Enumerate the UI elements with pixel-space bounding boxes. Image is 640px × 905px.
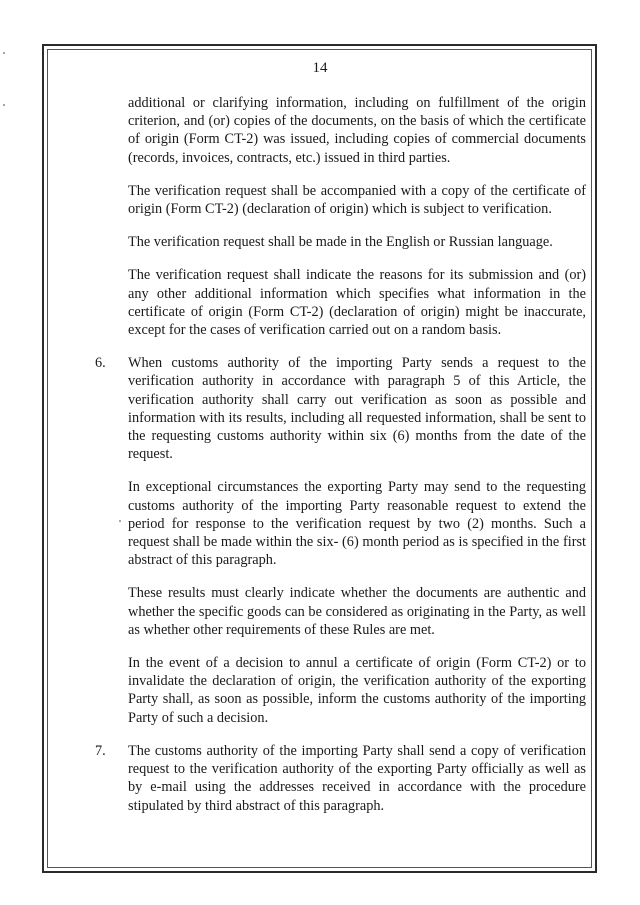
paragraph-text: In the event of a decision to annul a certificate of origin (Form CT-2) or to invalidate the declaration of origin, the verification authority of the exporting Party shall, as soon as possible, inform the customs authority of the importing Party of such a decision. [128,655,586,726]
paragraph-text: The verification request shall indicate the reasons for its submission and (or) any other additional information which specifies what information in the certificate of origin (Form CT-2) (declaration of origin) might be inaccurate, except for the cases of verification carried out on a random basis. [128,267,586,339]
paragraph-text: In exceptional circumstances the exporting Party may send to the requesting customs authority of the importing Party reasonable request to extend the period for response to the verification request by two (2) months. Such a request shall be made within the six- (6) month period as is specified in the first abstract of this paragraph. [128,479,586,569]
paragraph-number: 7. [95,742,106,759]
paragraph-text: The verification request shall be accompanied with a copy of the certificate of origin (Form CT-2) (declaration of origin) which is subject to verification. [128,182,586,218]
paragraph-7 [95,742,586,815]
paragraph-text: These results must clearly indicate whether the documents are authentic and whether the specific goods can be considered as originating in the Party, as well as whether other requirements of these Rules are met. [128,585,586,638]
paragraph-request-language [128,233,586,251]
paragraph-exceptional-circumstances [128,478,586,569]
paragraph-text: additional or clarifying information, including on fulfillment of the origin criterion, and (or) copies of the documents, on the basis of which the certificate of origin (Form CT-2) was issued, including copies of commercial documents (records, invoices, contracts, etc.) issued in third parties. [128,95,586,166]
paragraph-request-accompaniment [128,182,586,218]
paragraph-results [128,584,586,639]
paragraph-number: 6. [95,355,106,372]
paragraph-text: When customs authority of the importing Party sends a request to the verification authority in accordance with paragraph 5 of this Article, the verification authority shall carry out verification as soon as possible and information with its results, including all requested information, shall be sent to the requesting customs authority within six (6) months from the date of the request. [128,355,586,463]
scan-speck [3,104,5,106]
scan-speck [3,52,5,54]
document-body [95,94,586,830]
paragraph-text: The customs authority of the importing Party shall send a copy of verification request to the verification authority of the exporting Party officially as well as by e-mail using the addresses received in accordance with the procedure stipulated by third abstract of this paragraph. [128,742,586,814]
paragraph-text: The verification request shall be made in the English or Russian language. [128,234,553,251]
paragraph-request-reasons [128,266,586,339]
paragraph-continuation [128,94,586,167]
paragraph-6 [95,354,586,463]
page-number: 14 [312,60,328,76]
paragraph-annulment [128,654,586,727]
scan-speck [119,520,121,522]
